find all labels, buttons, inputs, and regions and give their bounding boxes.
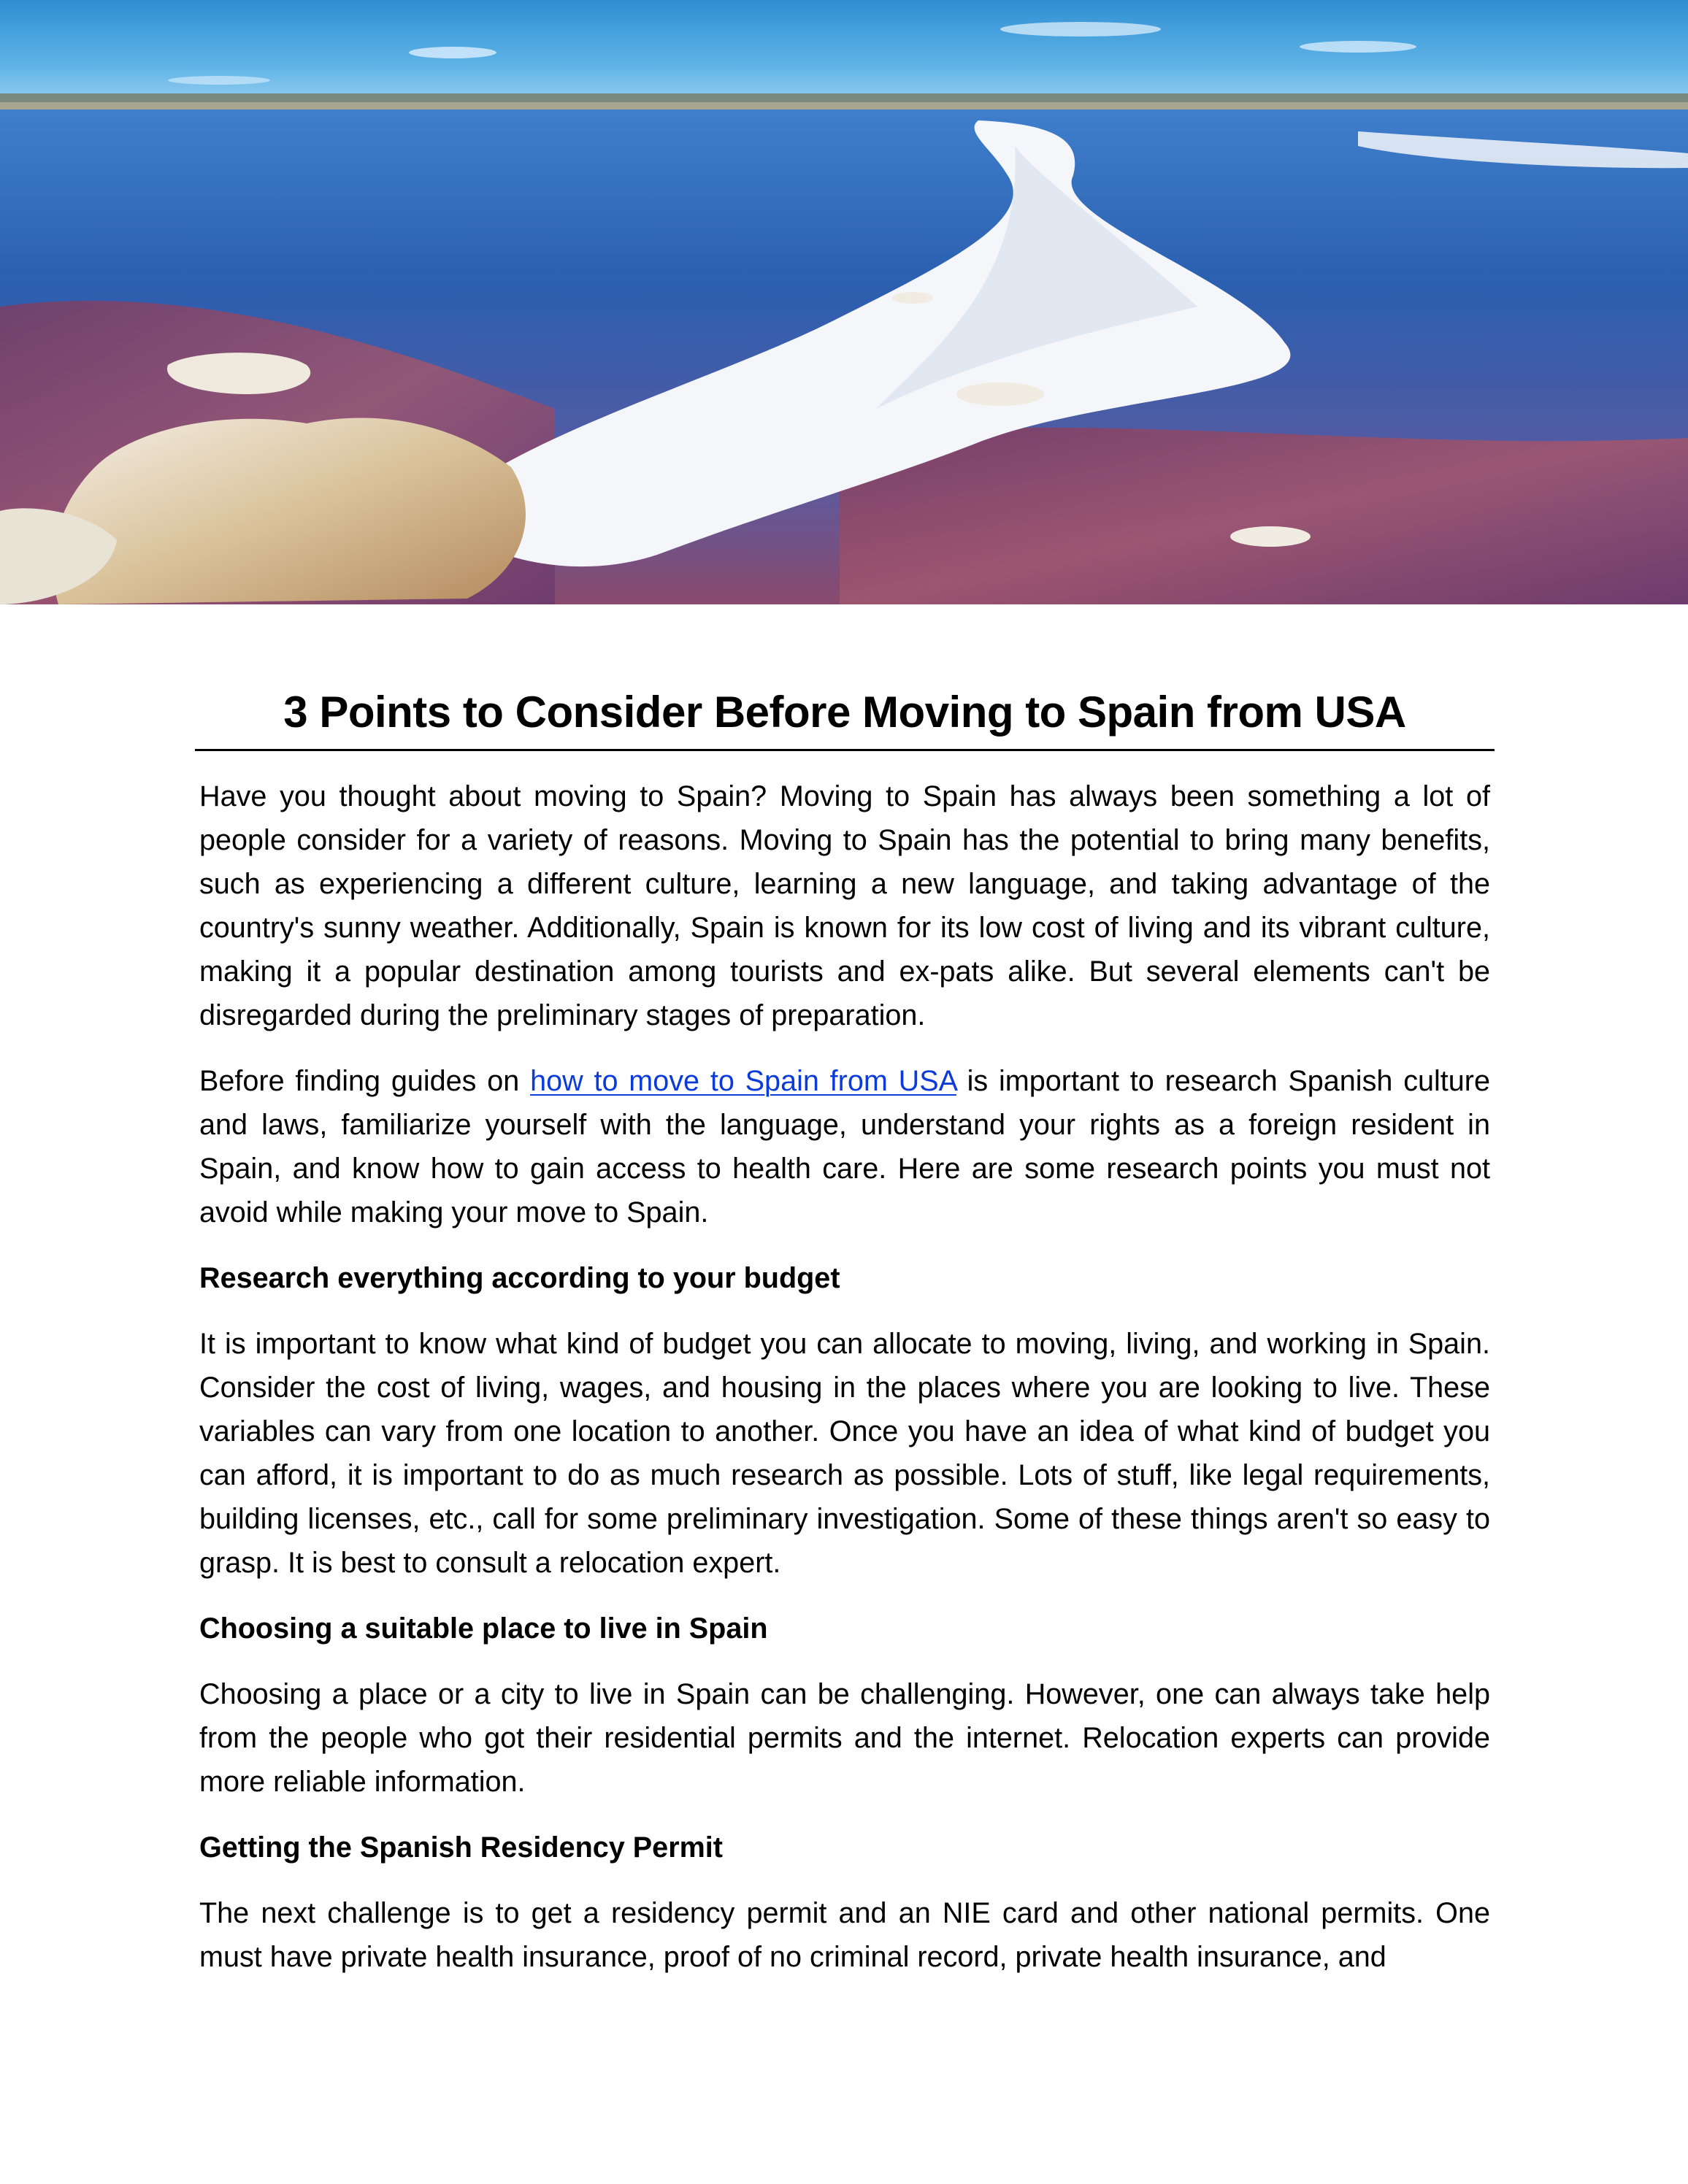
section-text-place: Choosing a place or a city to live in Spain can be challenging. However, one can always take help from the people who got their residential permits and the internet. Relocation experts can provide more reliable information. bbox=[199, 1678, 1490, 1798]
article-title: 3 Points to Consider Before Moving to Spain from USA bbox=[195, 686, 1495, 751]
move-guide-link[interactable]: how to move to Spain from USA bbox=[530, 1065, 956, 1097]
salt-lake-photo-icon bbox=[0, 0, 1688, 604]
guide-paragraph bbox=[199, 1059, 1490, 1234]
section-heading-permit: Getting the Spanish Residency Permit bbox=[199, 1831, 723, 1864]
guide-paragraph-lead: Before finding guides on bbox=[199, 1065, 531, 1097]
section-text-permit: The next challenge is to get a residency permit and an NIE card and other national permits. One must have private health insurance, proof of no criminal record, private health insurance, and bbox=[199, 1897, 1490, 1973]
section-text-budget: It is important to know what kind of budget you can allocate to moving, living, and working in Spain. Consider the cost of living, wages, and housing in the places where you are looking to live. These variables can vary from one location to another. Once you have an idea of what kind of budget you can afford, it is important to do as much research as possible. Lots of stuff, like legal requirements, building licenses, etc., call for some preliminary investigation. Some of these things aren't so easy to grasp. It is best to consult a relocation expert. bbox=[199, 1328, 1490, 1579]
hero-image bbox=[0, 0, 1688, 604]
intro-paragraph: Have you thought about moving to Spain? Moving to Spain has always been something a lot of people consider for a variety of reasons. Moving to Spain has the potential to bring many benefits, such as experiencing a different culture, learning a new language, and taking advantage of the country's sunny weather. Additionally, Spain is known for its low cost of living and its vibrant culture, making it a popular destination among tourists and ex-pats alike. But several elements can't be disregarded during the preliminary stages of preparation. bbox=[199, 780, 1490, 1031]
guide-paragraph-rest: is important to research Spanish culture and laws, familiarize yourself with the language, understand your rights as a foreign resident in Spain, and know how to gain access to health care. Here are some research points you must not avoid while making your move to Spain. bbox=[199, 1065, 1490, 1228]
article-body bbox=[195, 774, 1495, 1979]
article bbox=[195, 686, 1495, 1979]
section-heading-budget: Research everything according to your budget bbox=[199, 1262, 840, 1294]
section-heading-place: Choosing a suitable place to live in Spain bbox=[199, 1612, 768, 1645]
